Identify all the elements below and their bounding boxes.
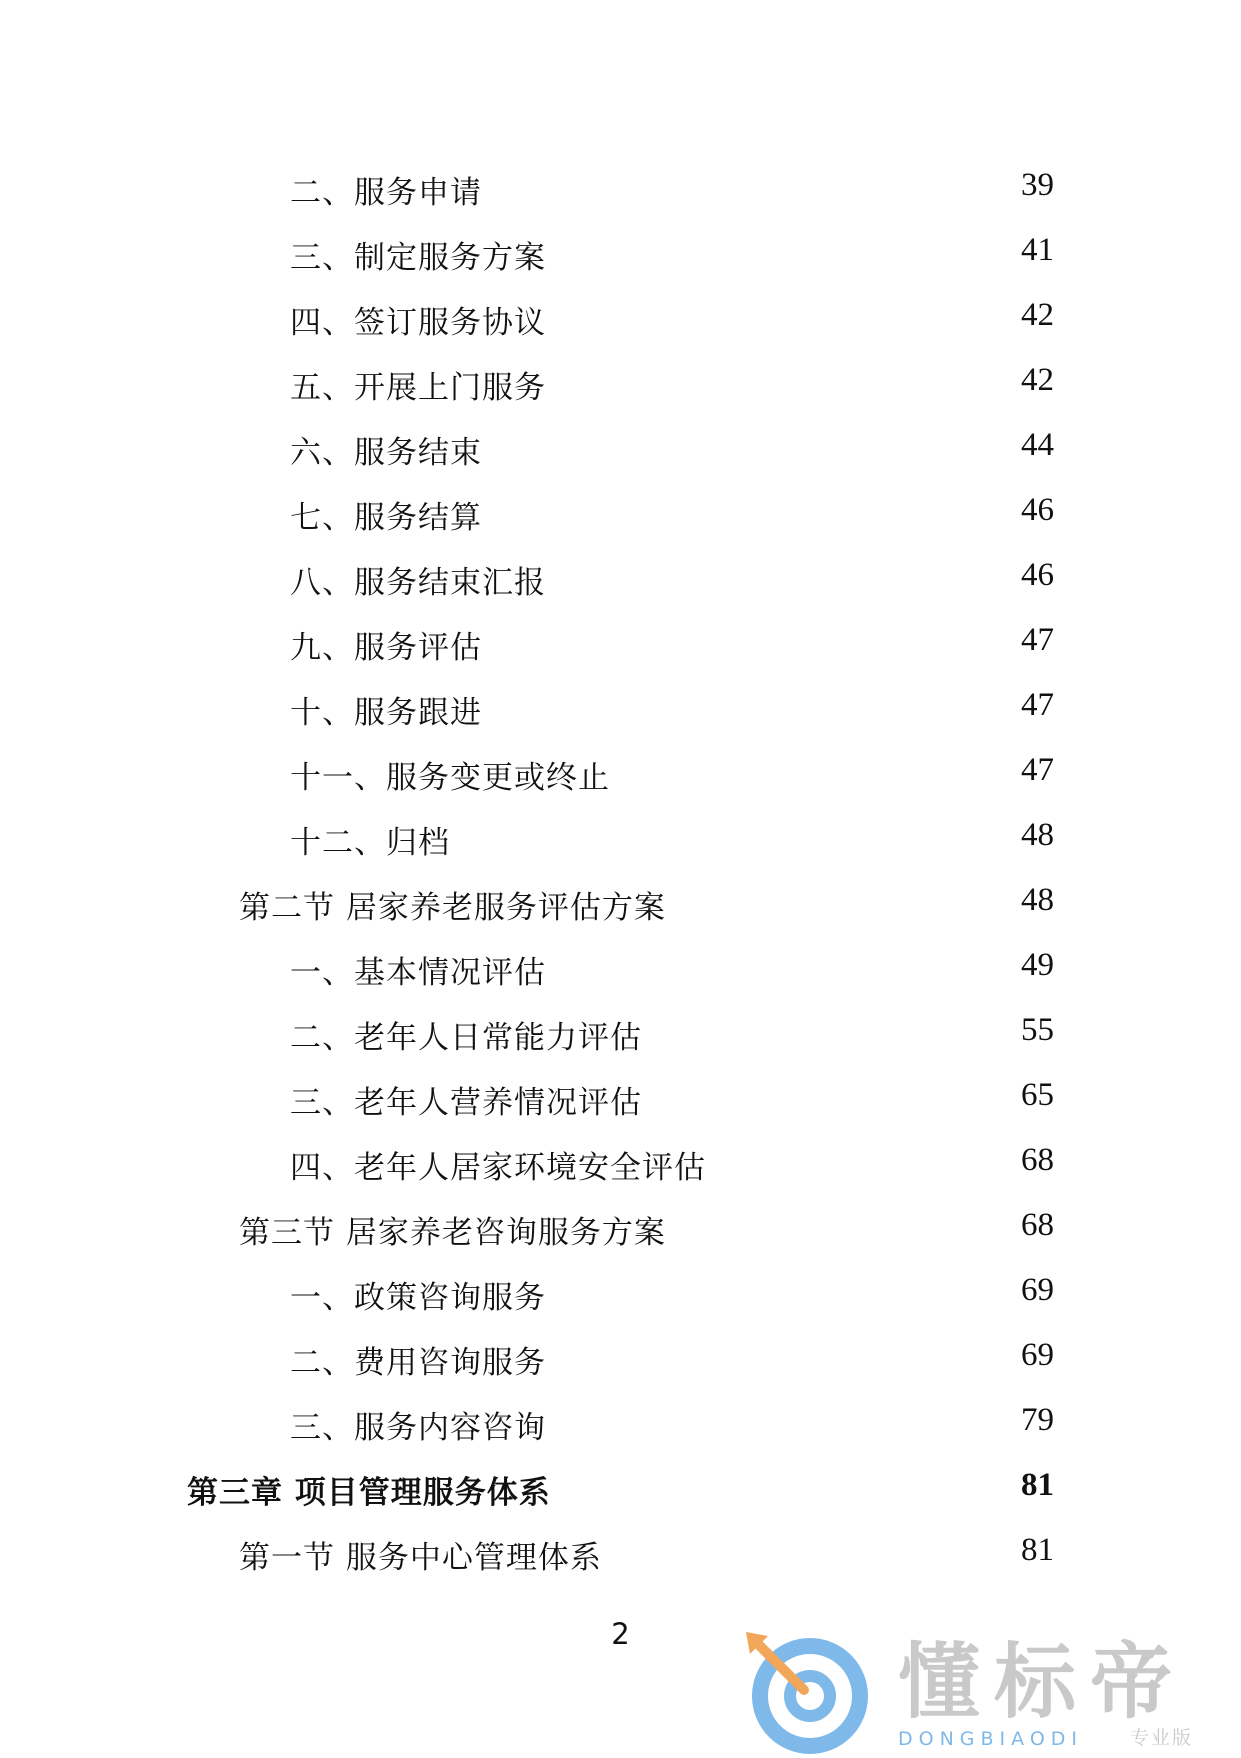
toc-entry[interactable]	[0, 1132, 1241, 1197]
watermark-pinyin: DONGBIAODI	[898, 1728, 1084, 1750]
toc-entry-page: 69	[1021, 1272, 1054, 1308]
toc-entry[interactable]	[0, 612, 1241, 677]
toc-entry-title: 十一、服务变更或终止	[290, 760, 610, 796]
toc-entry[interactable]	[0, 1392, 1241, 1457]
toc-entry-title: 十、服务跟进	[290, 695, 482, 731]
toc-entry[interactable]	[0, 547, 1241, 612]
toc-entry-title: 八、服务结束汇报	[290, 565, 546, 601]
toc-entry[interactable]	[0, 1067, 1241, 1132]
watermark	[742, 1628, 1241, 1754]
toc-entry-page: 42	[1021, 297, 1054, 333]
toc-entry-page: 47	[1021, 622, 1054, 658]
toc-entry-page: 49	[1021, 947, 1054, 983]
toc-entry-title: 七、服务结算	[290, 500, 482, 536]
toc-entry[interactable]	[0, 1327, 1241, 1392]
toc-entry-title: 三、老年人营养情况评估	[290, 1085, 642, 1121]
toc-entry[interactable]	[0, 417, 1241, 482]
toc-entry[interactable]	[0, 1262, 1241, 1327]
toc-entry-title: 四、老年人居家环境安全评估	[290, 1150, 706, 1186]
toc-entry[interactable]	[0, 937, 1241, 1002]
toc-entry-page: 42	[1021, 362, 1054, 398]
toc-section-page: 68	[1021, 1207, 1054, 1243]
toc-chapter-entry[interactable]	[0, 1457, 1241, 1522]
toc-entry-title: 一、政策咨询服务	[290, 1280, 546, 1316]
toc-section-page: 81	[1021, 1532, 1054, 1568]
toc-entry-page: 48	[1021, 817, 1054, 853]
toc-entry[interactable]	[0, 222, 1241, 287]
toc-entry-title: 四、签订服务协议	[290, 305, 546, 341]
toc-entry-page: 79	[1021, 1402, 1054, 1438]
toc-entry-page: 44	[1021, 427, 1054, 463]
toc-entry-title: 一、基本情况评估	[290, 955, 546, 991]
watermark-edition: 专业版	[1130, 1727, 1194, 1749]
toc-entry-page: 46	[1021, 557, 1054, 593]
toc-entry[interactable]	[0, 352, 1241, 417]
toc-section-entry[interactable]	[0, 1197, 1241, 1262]
toc-entry-page: 65	[1021, 1077, 1054, 1113]
toc-entry[interactable]	[0, 677, 1241, 742]
toc-entry-title: 六、服务结束	[290, 435, 482, 471]
toc-entry[interactable]	[0, 482, 1241, 547]
target-logo-icon	[742, 1628, 872, 1754]
watermark-brand: 懂标帝	[898, 1635, 1187, 1730]
toc-entry[interactable]	[0, 807, 1241, 872]
toc-entry-title: 九、服务评估	[290, 630, 482, 666]
toc-entry-page: 47	[1021, 752, 1054, 788]
toc-entry-page: 68	[1021, 1142, 1054, 1178]
toc-entry[interactable]	[0, 157, 1241, 222]
toc-section-entry[interactable]	[0, 1522, 1241, 1587]
toc-entry-title: 十二、归档	[290, 825, 450, 861]
toc-entry-title: 二、费用咨询服务	[290, 1345, 546, 1381]
toc-entry-title: 二、服务申请	[290, 175, 482, 211]
toc-section-entry[interactable]	[0, 872, 1241, 937]
toc-entry-title: 五、开展上门服务	[290, 370, 546, 406]
toc-entry-page: 55	[1021, 1012, 1054, 1048]
toc-entry-title: 二、老年人日常能力评估	[290, 1020, 642, 1056]
page-number: 2	[611, 1617, 630, 1651]
toc-section-title: 第二节 居家养老服务评估方案	[239, 890, 666, 926]
toc-entry-page: 46	[1021, 492, 1054, 528]
toc-entry-title: 三、服务内容咨询	[290, 1410, 546, 1446]
toc-section-page: 48	[1021, 882, 1054, 918]
toc-entry-title: 三、制定服务方案	[290, 240, 546, 276]
toc-entry[interactable]	[0, 1002, 1241, 1067]
toc-entry[interactable]	[0, 287, 1241, 352]
toc-entry-page: 41	[1021, 232, 1054, 268]
toc-entry-page: 47	[1021, 687, 1054, 723]
toc-chapter-title: 第三章 项目管理服务体系	[187, 1475, 551, 1511]
toc-entry[interactable]	[0, 742, 1241, 807]
toc-chapter-page: 81	[1021, 1467, 1054, 1503]
toc-section-title: 第一节 服务中心管理体系	[239, 1540, 602, 1576]
toc-entry-page: 69	[1021, 1337, 1054, 1373]
toc-entry-page: 39	[1021, 167, 1054, 203]
toc-section-title: 第三节 居家养老咨询服务方案	[239, 1215, 666, 1251]
